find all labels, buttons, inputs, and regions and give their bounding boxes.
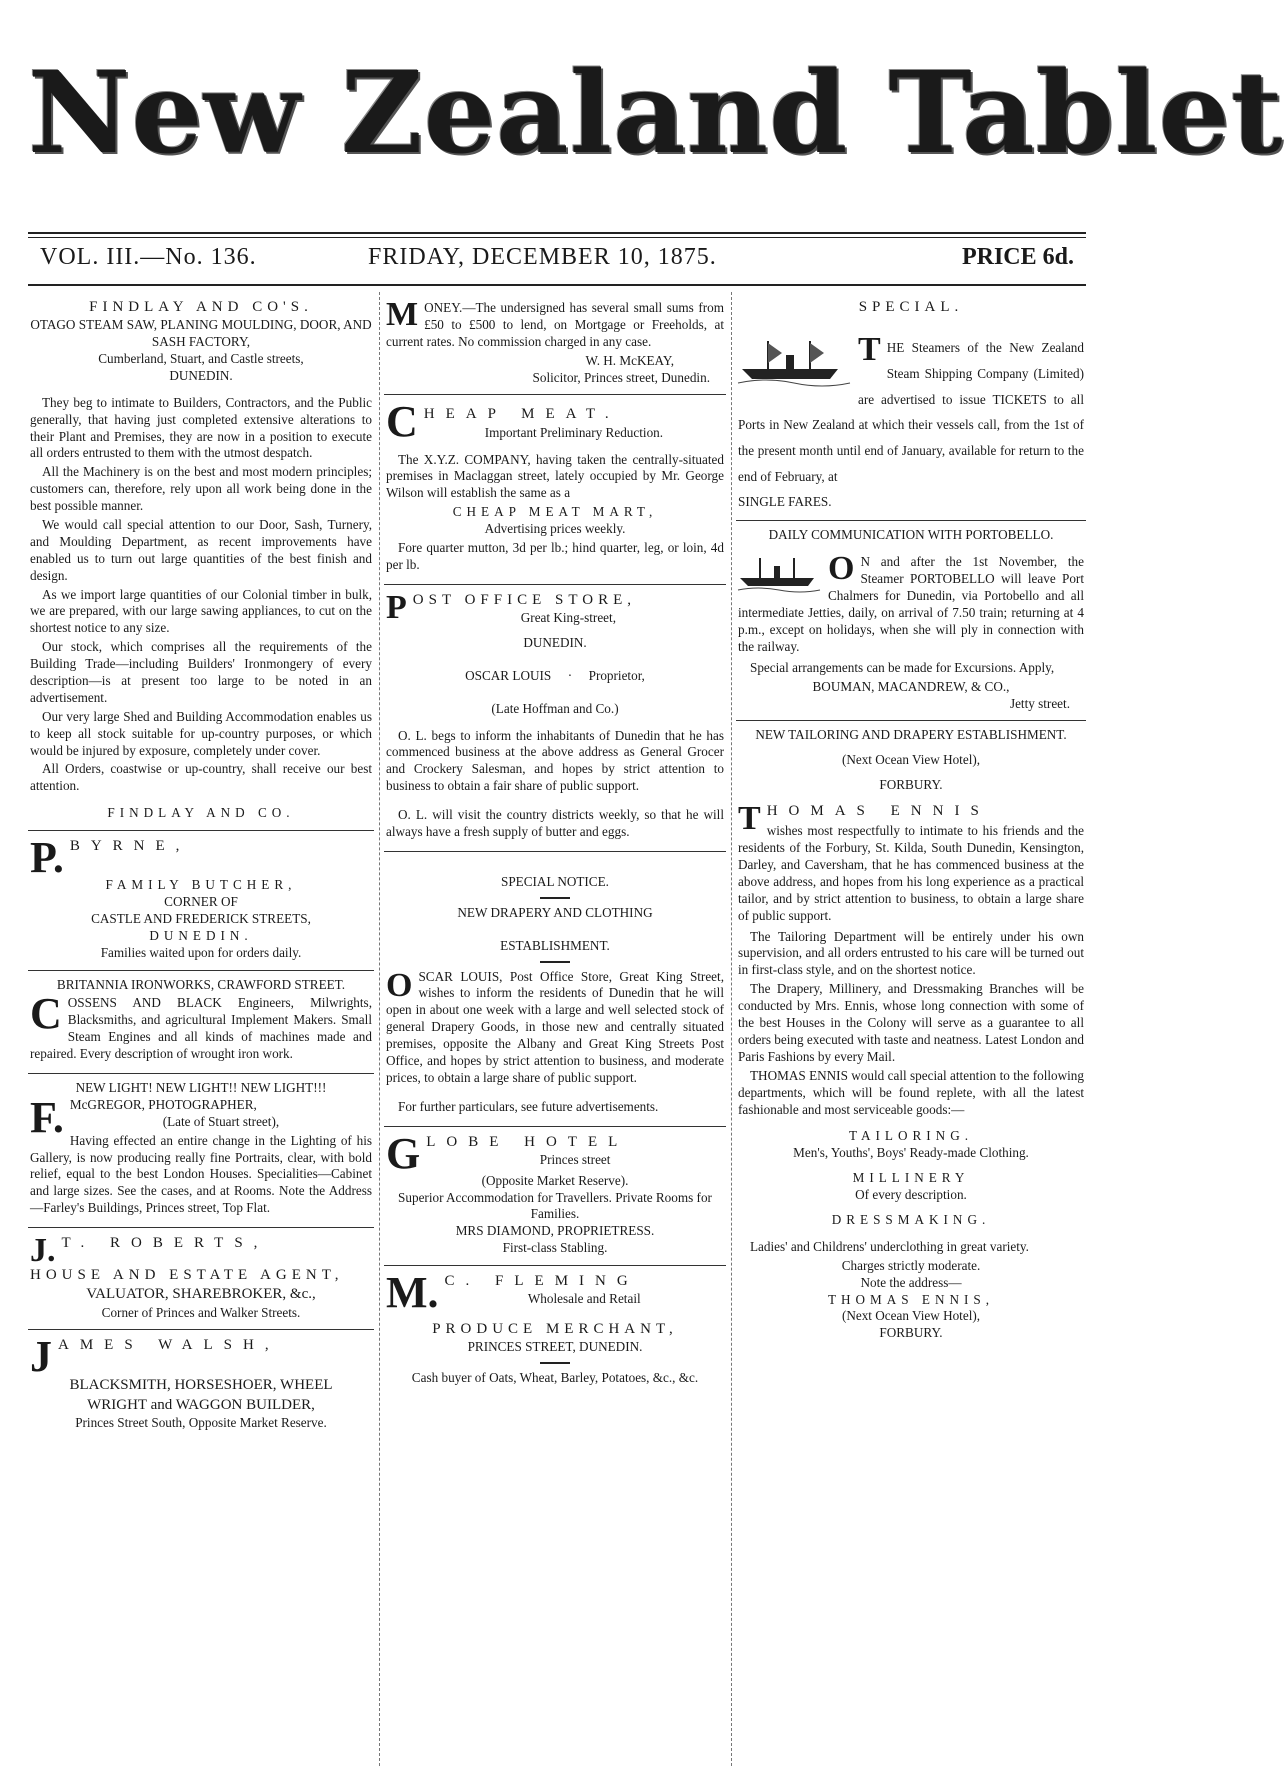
advert-heading: NEW TAILORING AND DRAPERY ESTABLISHMENT. [755,727,1067,743]
advert-paragraph: wishes most respectfully to intimate to his friends and the residents of the Forbury, St. Kilda, South Dunedin, Kensington, Darley, and Caversham, that he has commenced business at the above address, and hopes from his long experience as a practical tailor, and by strict attention to business, to obtain a large share of public support. [738,823,1084,923]
dateline [28,244,1086,284]
mcgregor-advert [28,1074,374,1228]
portobello-advert [736,521,1086,721]
advert-line: DUNEDIN. [149,927,253,943]
advert-line: (Next Ocean View Hotel), [841,752,981,768]
drop-initial: O [386,966,413,1004]
department-line: Men's, Youths', Boys' Ready-made Clothing. [793,1145,1029,1161]
column-1 [28,292,374,1766]
advert-line: CHEAP MEAT MART, [452,504,658,520]
advert-line: MRS DIAMOND, PROPRIETRESS. [455,1223,655,1239]
department-heading: MILLINERY [852,1170,970,1186]
volume-number: VOL. III.—No. 136. [40,244,257,270]
advert-heading: ESTABLISHMENT. [500,937,610,953]
advert-line: FAMILY BUTCHER, [105,877,297,893]
issue-date: FRIDAY, DECEMBER 10, 1875. [368,244,717,270]
advert-line: CORNER OF [164,894,238,910]
advert-paragraph: As we import large quantities of our Colonial timber in bulk, we are prepared, with our large sawing appliances, to cut on the shortest notice to any size. [30,586,372,636]
advert-heading: SPECIAL NOTICE. [501,873,609,889]
advert-signature-line: FORBURY. [879,1325,943,1341]
advert-paragraph: The Tailoring Department will be entirely under his own supervision, and all orders entrusted to his care will be turned out in first-class style, and on the shortest notice. [738,928,1084,978]
advert-heading: AMES WALSH, [58,1337,280,1354]
department-heading: TAILORING. [848,1128,974,1144]
column-divider [731,292,732,1766]
advert-heading: BYRNE, [69,838,191,855]
advert-name: HOMAS ENNIS [766,803,990,820]
advert-sub: Great King-street, [520,609,616,625]
advert-line: Families waited upon for orders daily. [100,944,302,960]
advert-signature-line: (Next Ocean View Hotel), [841,1308,981,1324]
advert-paragraph: O. L. will visit the country districts weekly, so that he will always have a fresh supply of butter and eggs. [386,807,724,839]
advert-paragraph: Our very large Shed and Building Accommodation enables us to keep all stock suitable for up-country purposes, or which would be injured by exposure, completely under cover. [30,708,372,758]
advert-line: Princes Street South, Opposite Market Reserve. [75,1414,327,1430]
drop-initial: P. [30,833,64,883]
masthead-rule-thin [28,237,1086,238]
advert-heading: LOBE HOTEL [426,1133,629,1150]
tailoring-advert [736,721,1086,1350]
advert-paragraph: Special arrangements can be made for Excursions. Apply, [750,659,1055,675]
drop-initial: C [386,397,418,447]
advert-address: Solicitor, Princes street, Dunedin. [532,369,710,385]
advert-heading: FINDLAY AND CO'S. [89,299,313,315]
advert-paragraph: We would call special attention to our Door, Sash, Turnery, and Moulding Department, as recent improvements have enabled us to turn out large quantities of the best finish and design. [30,516,372,583]
masthead-rule [28,232,1086,234]
advert-line: Princes street [539,1151,611,1167]
advert-heading: OST OFFICE STORE, [412,591,637,608]
special-steamers-advert [736,292,1086,521]
findlay-advert [28,292,374,831]
dateline-rule [28,284,1086,286]
money-advert [384,292,726,395]
advert-line: First-class Stabling. [502,1240,608,1256]
column-divider [379,292,380,1766]
column-3 [736,292,1086,1766]
issue-price: PRICE 6d. [961,244,1074,270]
advert-paragraph: For further particulars, see future advertisements. [398,1098,659,1114]
advert-line: HOUSE AND ESTATE AGENT, [30,1267,344,1284]
advert-paragraph: N and after the 1st November, the Steamer PORTOBELLO will leave Port Chalmers for Dunedin, via Portobello and all intermediate Jetties, daily, on arrival of 7.50 train; returning at 4 p.m., except on holidays, when she will ply in connection with the railway. [738,554,1084,654]
department-line: Of every description. [855,1187,967,1203]
advert-paragraph: Fore quarter mutton, 3d per lb.; hind quarter, leg, or loin, 4d per lb. [386,539,724,572]
globe-hotel-advert [384,1127,726,1266]
advert-line: WRIGHT and WAGGON BUILDER, [87,1396,315,1413]
cheap-meat-advert [384,395,726,584]
advert-paragraph: OSSENS AND BLACK Engineers, Milwrights, Blacksmiths, and agricultural Implement Makers. Small Steam Engines and all kinds of machines made and repaired. Every description of wrought iron work. [30,995,372,1062]
masthead-title: New Zealand Tablet [28,48,1284,179]
advert-line: Corner of Princes and Walker Streets. [101,1304,301,1320]
drop-initial: J [30,1332,52,1382]
advert-line: Cash buyer of Oats, Wheat, Barley, Potatoes, &c., &c. [411,1370,699,1386]
advert-line: BLACKSMITH, HORSESHOER, WHEEL [69,1377,333,1394]
advert-paragraph: THOMAS ENNIS would call special attention to the following departments, which will be found replete, with all the latest fashionable and most serviceable goods:— [738,1067,1084,1117]
advert-line: Advertising prices weekly. [484,521,626,537]
advert-address: Jetty street. [1009,695,1070,711]
proprietor-name: OSCAR LOUIS [465,667,552,683]
drop-initial: G [386,1128,421,1178]
advert-paragraph: HE Steamers of the New Zealand Steam Shipping Company (Limited) are advertised to issue TICKETS to all Ports in New Zealand at which their vessels call, from the 1st of the present month until end of January, available for return to the end of February, at [738,340,1084,484]
fleming-advert [384,1266,726,1395]
drop-initial: T [858,331,881,369]
advert-paragraph: The Drapery, Millinery, and Dressmaking Branches will be conducted by Mrs. Ennis, whose long connection with some of the best Houses in the Colony will serve as a guarantee to all orders being executed with taste and neatness. Latest London and Paris Fashions by every Mail. [738,981,1084,1064]
advert-address: Cumberland, Stuart, and Castle streets, [98,350,304,366]
advert-sub: Important Preliminary Reduction. [484,424,664,440]
advert-proprietor [386,668,724,685]
advert-line: PRODUCE MERCHANT, [432,1321,678,1338]
proprietor-separator: · [567,667,573,683]
advert-heading: T. ROBERTS, [61,1235,269,1252]
advert-signature: FINDLAY AND CO. [107,805,295,821]
advert-line: CASTLE AND FREDERICK STREETS, [91,910,311,926]
post-office-store-advert [384,585,726,852]
advert-line: SINGLE FARES. [738,493,832,509]
drop-initial: J. [30,1232,56,1270]
special-notice-advert [384,852,726,1127]
advert-city: DUNEDIN. [523,634,587,650]
advert-name: McGREGOR, PHOTOGRAPHER, [69,1096,257,1112]
advert-paragraph: They beg to intimate to Builders, Contractors, and the Public generally, that having just completed extensive alterations to their Plant and Premises, they are now in a position to execute all orders entrusted to them with the utmost despatch. [30,394,372,461]
proprietor-title: Proprietor, [588,667,645,683]
advert-heading: NEW DRAPERY AND CLOTHING [457,904,653,920]
advert-heading: BRITANNIA IRONWORKS, CRAWFORD STREET. [56,976,346,992]
department-heading: DRESSMAKING. [831,1211,991,1227]
advert-line: FORBURY. [879,777,943,793]
advert-paragraph: O. L. begs to inform the inhabitants of Dunedin that he has commenced business at the above address as General Grocer and Crockery Salesman, and hopes by strict attention to business to obtain a fair share of public support. [386,727,724,794]
advert-paragraph: Our stock, which comprises all the requirements of the Building Trade—including Builders' Ironmongery of every description—is at present too large to be noted in an advertisement. [30,639,372,705]
drop-initial: M. [386,1268,439,1318]
advert-line: Charges strictly moderate. [841,1257,981,1273]
advert-heading: NEW LIGHT! NEW LIGHT!! NEW LIGHT!!! [75,1080,327,1096]
advert-paragraph: ONEY.—The undersigned has several small sums from £50 to £500 to lend, on Mortgage or Freeholds, at current rates. No commission charged in any case. [386,300,724,349]
advert-paragraph: The X.Y.Z. COMPANY, having taken the centrally-situated premises in Maclaggan street, lately occupied by Mr. George Wilson will establish the same as a [386,451,724,501]
advert-heading: HEAP MEAT. [423,406,620,423]
advert-line: (Late Hoffman and Co.) [491,700,619,716]
advert-heading: DAILY COMMUNICATION WITH PORTOBELLO. [768,527,1054,543]
advert-paragraph: SCAR LOUIS, Post Office Store, Great King Street, wishes to inform the residents of Dunedin that he will open in about one week with a large and well selected stock of general Drapery Goods, in those new and centrally situated premises, opposite the Albany and Great King Streets Post Office, and hopes by strict attention to business, and moderate prices, to obtain a large share of public support. [386,968,724,1085]
britannia-advert [28,971,374,1074]
drop-initial: P [386,588,407,626]
advert-sub: (Late of Stuart street), [162,1113,280,1129]
drop-initial: M [386,296,419,333]
byrne-advert [28,831,374,970]
advert-line: Note the address— [860,1274,962,1290]
drop-initial: T [738,800,761,838]
department-line: Ladies' and Childrens' underclothing in great variety. [750,1238,1029,1254]
advert-paragraph: All the Machinery is on the best and most modern principles; customers can, therefore, rely upon all work being done in the best possible manner. [30,464,372,514]
drop-initial: F. [30,1092,64,1142]
advert-heading: SPECIAL. [858,299,964,315]
column-2 [384,292,726,1766]
advert-city: DUNEDIN. [169,367,233,383]
steamship-illustration [738,335,850,387]
drop-initial: C [30,989,62,1039]
advert-paragraph: All Orders, coastwise or up-country, shall receive our best attention. [30,761,372,794]
advert-subheading: OTAGO STEAM SAW, PLANING MOULDING, DOOR, AND SASH FACTORY, [30,317,372,350]
advert-signature: THOMAS ENNIS, [827,1291,995,1307]
advert-line: (Opposite Market Reserve). [481,1172,629,1188]
walsh-advert [28,1330,374,1439]
advert-line: VALUATOR, SHAREBROKER, &c., [86,1286,316,1303]
advert-heading: C. FLEMING [444,1273,639,1290]
roberts-advert [28,1228,374,1330]
drop-initial: O [828,550,855,588]
advert-sub: Wholesale and Retail [527,1291,641,1307]
masthead [28,14,1284,224]
steamer-illustration [738,554,820,594]
advert-paragraph: Having effected an entire change in the Lighting of his Gallery, is now producing really fine Portraits, clear, with bold relief, equal to the best London Houses. Specialities—Cabinet and large sizes. See the cases, and at Rooms. Note the Address—Farley's Buildings, Princes street, Top Flat. [30,1132,372,1216]
advert-signature: BOUMAN, MACANDREW, & CO., [812,678,1010,694]
advert-line: Superior Accommodation for Travellers. Private Rooms for Families. [398,1189,712,1222]
advert-name: W. H. McKEAY, [585,352,674,368]
advert-line: PRINCES STREET, DUNEDIN. [467,1339,643,1355]
